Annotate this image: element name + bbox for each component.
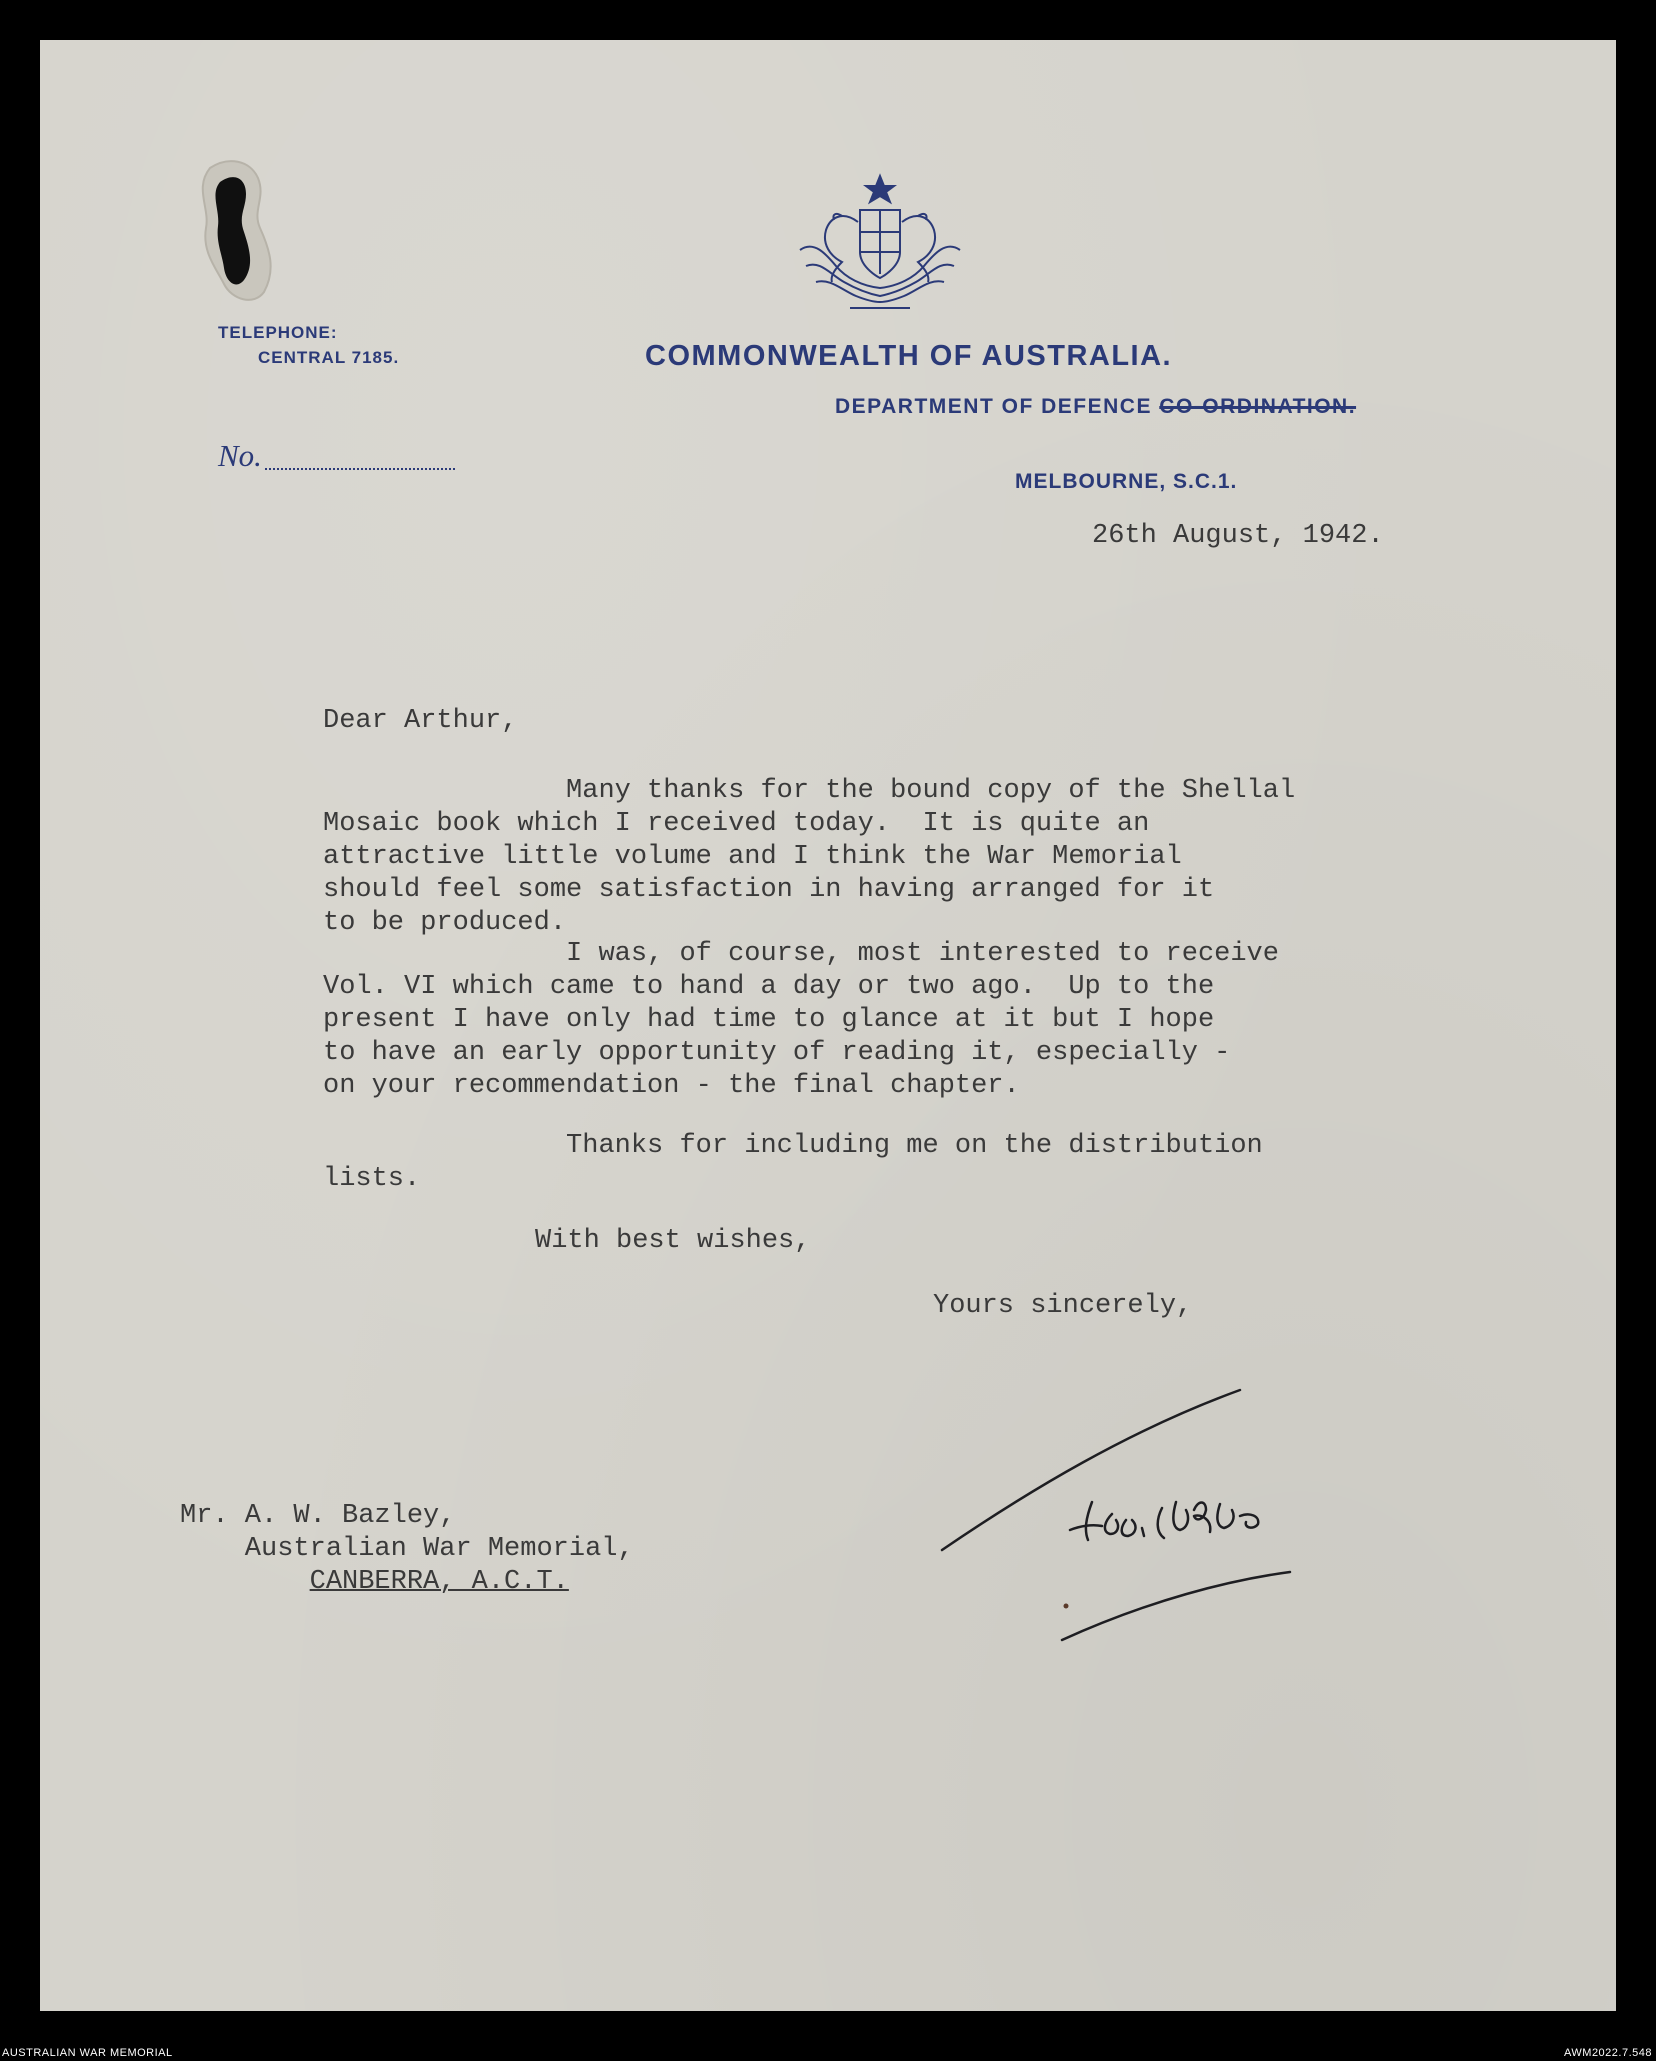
department-name: [835, 395, 1356, 419]
department-main: DEPARTMENT OF DEFENCE: [835, 395, 1160, 418]
letterhead-city: MELBOURNE, S.C.1.: [1015, 470, 1238, 493]
paragraph-3: Thanks for including me on the distribution lists.: [323, 1131, 1263, 1194]
recipient-line-3: CANBERRA, A.C.T.: [309, 1567, 569, 1597]
telephone-number: CENTRAL 7185.: [258, 348, 400, 367]
coat-of-arms-icon: [780, 170, 980, 320]
letter-date: 26th August, 1942.: [1092, 521, 1384, 551]
telephone-label: TELEPHONE:: [218, 323, 338, 342]
recipient-address: [180, 1500, 634, 1599]
department-struck-text: CO-ORDINATION.: [1159, 395, 1357, 418]
letterhead-title: COMMONWEALTH OF AUSTRALIA.: [645, 340, 1173, 372]
torn-hole-mark: [180, 150, 300, 310]
recipient-line-2: Australian War Memorial,: [180, 1534, 634, 1564]
signoff-line: Yours sincerely,: [933, 1291, 1193, 1321]
recipient-line-3-indent: [180, 1567, 310, 1597]
reference-number-line: [265, 468, 455, 470]
reference-number-label: No.: [218, 438, 262, 473]
closing-line: With best wishes,: [535, 1226, 811, 1256]
handwritten-signature: [880, 1380, 1360, 1670]
footer-accession-number: AWM2022.7.548: [1563, 2047, 1652, 2059]
footer-institution: AUSTRALIAN WAR MEMORIAL: [2, 2047, 173, 2059]
letter-page: [40, 40, 1616, 2011]
paragraph-1: Many thanks for the bound copy of the Shellal Mosaic book which I received today. It is quite an attractive little volume and I think the War Memorial should feel some satisfaction in having arranged for it to be produced.: [323, 776, 1296, 938]
salutation: Dear Arthur,: [323, 706, 518, 736]
recipient-line-1: Mr. A. W. Bazley,: [180, 1501, 456, 1531]
paragraph-2: I was, of course, most interested to receive Vol. VI which came to hand a day or two ago. Up to the present I have only had time to glance at it but I hope to have an early opportunity of reading it, especially - on your recommendation - the final chapter.: [323, 939, 1279, 1101]
